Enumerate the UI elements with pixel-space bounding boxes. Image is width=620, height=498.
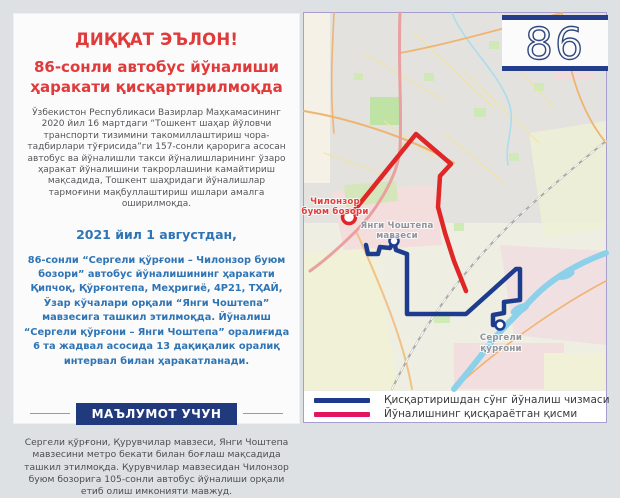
- legend-kept-label: Қисқартиришдан сўнг йўналиш чизмаси: [384, 394, 610, 406]
- route-number-badge: [502, 15, 608, 71]
- attention-heading: ДИҚҚАТ ЭЪЛОН!: [74, 30, 239, 49]
- subtitle-line2: ҳаракати қисқартирилмоқда: [30, 78, 283, 96]
- map-legend: [304, 389, 610, 422]
- announcement-panel: [13, 13, 300, 498]
- effective-date: 2021 йил 1 августдан,: [76, 226, 237, 242]
- route-change-paragraph: 86-сонли “Сергели қўрғони – Чилонзор буюм бозори” автобус йўналишининг ҳаракати Қипчоқ, Қўрғонтепа, Меҳригиё, 4Р21, ТҲАЙ, Ўзар кўчалари орқали “Янги Чоштепа” мавзесига ташкил этилмоқда. Йўналиш “Сергели қўрғони – Янги Чоштепа” оралиғида 6 та жадвал асосида 13 дақиқалик оралиқ интервал билан ҳаракатланади.: [23, 254, 290, 367]
- yangi-choshtepa-label-line1: Янги Чоштепа: [360, 221, 434, 231]
- legend-row-kept: [314, 393, 610, 407]
- subtitle-line1: 86-сонли автобус йўналиши: [33, 58, 280, 76]
- svg-text:86: 86: [525, 19, 585, 70]
- legend-cut-label: Йўналишнинг қисқараётган қисми: [384, 408, 578, 420]
- yangi-choshtepa-label-line2: мавзеси: [376, 231, 418, 241]
- info-banner: МАЪЛУМОТ УЧУН: [76, 403, 238, 425]
- banner-right-line: [243, 413, 283, 414]
- sergeli-label-line2: қўрғони: [480, 344, 522, 354]
- sergeli-endpoint-marker: [496, 321, 505, 330]
- route-number-digits: [502, 19, 608, 70]
- intro-paragraph: Ўзбекистон Республикаси Вазирлар Маҳкамасининг 2020 йил 16 мартдаги “Тошкент шаҳар йўловчи транспорти тизимини такомиллаштириш чора-тадбирлари тўғрисида”ги 157-сонли қарорига асосан автобус ва йўналишли такси йўналишларининг ўзаро ҳаракат йўналишини такрорлашини камайтириш мақсадида, Тошкент шаҳридаги йўналишлар тармоғини мақбуллаштириш ишлари амалга оширилмоқда.: [27, 108, 286, 210]
- legend-cut-swatch: [314, 412, 370, 417]
- legend-kept-swatch: [314, 398, 370, 403]
- chilonzor-label-line2: буюм бозори: [301, 207, 369, 217]
- banner-left-line: [30, 413, 70, 414]
- info-banner-row: [30, 403, 283, 425]
- map-panel: [301, 12, 610, 423]
- chilonzor-label-line1: Чилонзор: [310, 197, 360, 207]
- sergeli-label-line1: Сергели: [479, 333, 523, 343]
- legend-row-cut: [314, 407, 596, 421]
- info-paragraph: Сергели қўрғони, Қурувчилар мавзеси, Янги Чоштепа мавзесини метро бекати билан боғлаш мақсадида ташкил этилмоқда. Қурувчилар мавзесидан Чилонзор буюм бозорига 105-сонли автобус йўналиши орқали етиб олиш имконияти мавжуд.: [24, 436, 289, 498]
